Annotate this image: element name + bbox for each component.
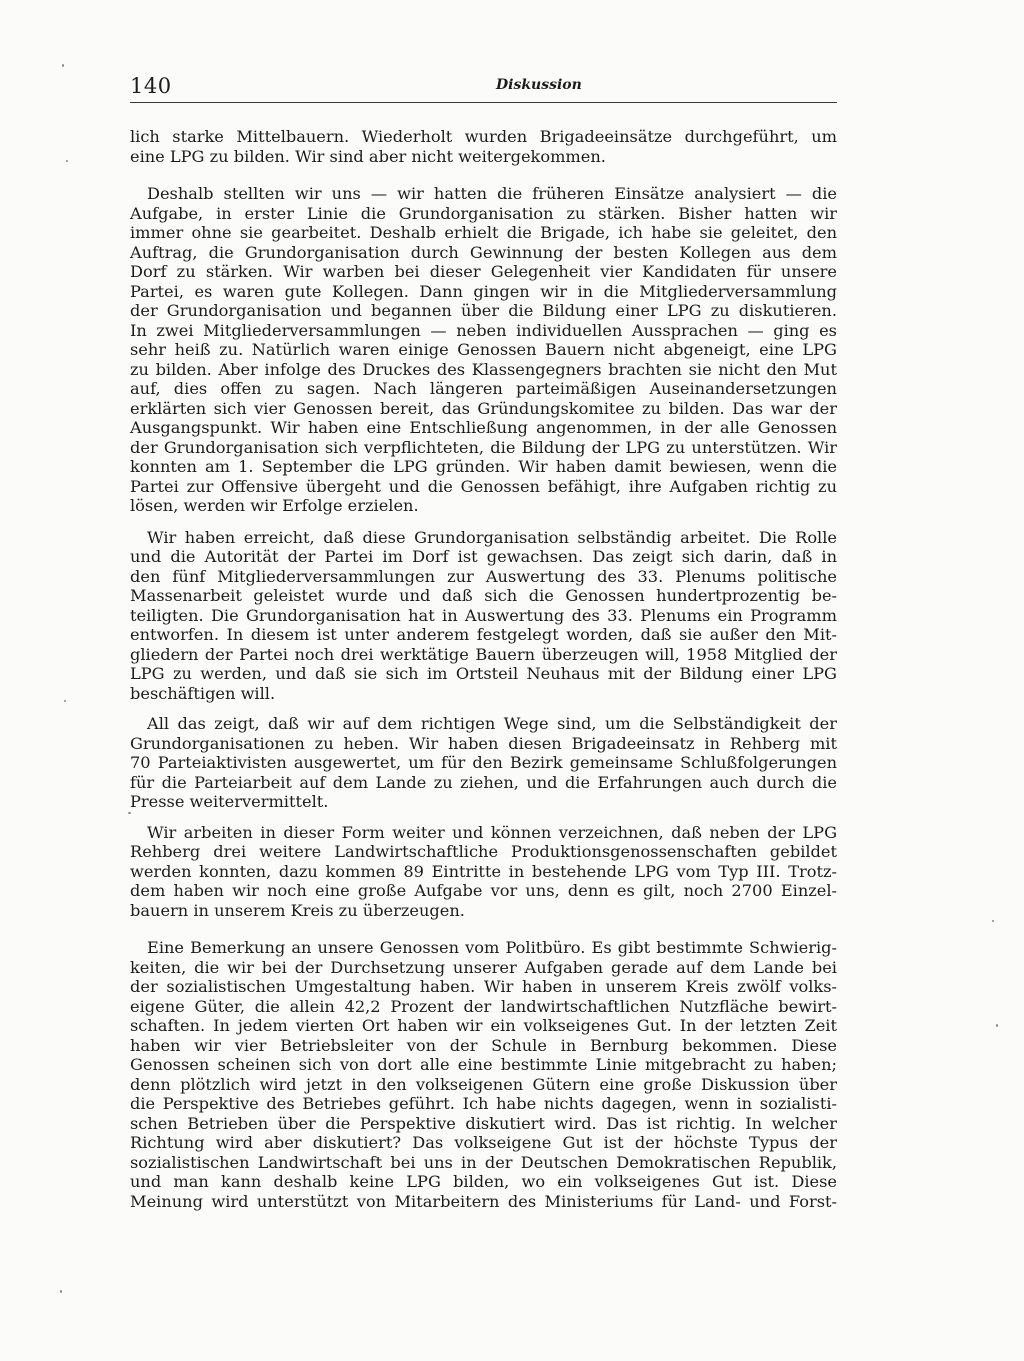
text-line: Wir haben erreicht, daß diese Grundorganisation selbständig arbeitet. Die Rolle [147,527,837,547]
text-line: Partei zur Offensive übergeht und die Genossen befähigt, ihre Aufgaben richtig zu [130,476,837,496]
paragraph [130,714,837,812]
scan-speck [992,920,994,922]
scan-speck [996,1024,998,1027]
text-line: sozialistischen Landwirtschaft bei uns in der Deutschen Demokratischen Republik, [130,1152,837,1172]
scan-speck [64,700,66,702]
paragraph [130,528,837,704]
text-line: konnten am 1. September die LPG gründen. Wir haben damit bewiesen, wenn die [130,457,837,476]
text-line: lösen, werden wir Erfolge erzielen. [130,496,419,515]
text-line: schen Betrieben über die Perspektive diskutiert wird. Das ist richtig. In welcher [130,1113,837,1133]
section-title: Diskussion [496,77,582,93]
paragraph [130,823,837,921]
text-line: Presse weitervermittelt. [130,792,329,811]
text-line: zu bilden. Aber infolge des Druckes des Klassengegners brachten sie nicht den Mut [130,359,837,379]
text-line: werden konnten, dazu kommen 89 Eintritte in bestehende LPG vom Typ III. Trotz- [130,861,837,881]
text-line: dem haben wir noch eine große Aufgabe vor uns, denn es gilt, noch 2700 Einzel- [130,881,837,900]
text-line: erklärten sich vier Genossen bereit, das Gründungskomitee zu bilden. Das war der [130,398,837,418]
text-line: Richtung wird aber diskutiert? Das volkseigene Gut ist der höchste Typus der [130,1133,837,1152]
text-line: All das zeigt, daß wir auf dem richtigen Wege sind, um die Selbständigkeit der [147,714,837,733]
text-line: eine LPG zu bilden. Wir sind aber nicht weitergekommen. [130,146,606,166]
text-line: Wir arbeiten in dieser Form weiter und können verzeichnen, daß neben der LPG [147,822,837,842]
text-line: teiligten. Die Grundorganisation hat in Auswertung des 33. Plenums ein Programm [130,605,837,625]
scan-speck [128,812,131,814]
text-line: LPG zu werden, und daß sie sich im Ortsteil Neuhaus mit der Bildung einer LPG [130,664,837,683]
text-line: keiten, die wir bei der Durchsetzung unserer Aufgaben gerade auf dem Lande bei [130,957,837,977]
text-line: Auftrag, die Grundorganisation durch Gewinnung der besten Kollegen aus dem [130,242,837,262]
text-line: In zwei Mitgliederversammlungen — neben individuellen Aussprachen — ging es [130,320,837,340]
text-line: immer ohne sie gearbeitet. Deshalb erhielt die Brigade, ich habe sie geleitet, den [130,223,837,242]
text-line: der Grundorganisation und begannen über die Bildung einer LPG zu diskutieren. [130,301,837,320]
scan-speck [60,1290,62,1293]
text-line: für die Parteiarbeit auf dem Lande zu ziehen, und die Erfahrungen auch durch die [130,772,837,792]
text-line: und die Autorität der Partei im Dorf ist gewachsen. Das zeigt sich darin, daß in [130,547,837,566]
text-line: haben wir vier Betriebsleiter von der Schule in Bernburg bekommen. Diese [130,1035,837,1055]
page-number: 140 [130,74,172,98]
paragraph [130,127,837,166]
text-line: Aufgabe, in erster Linie die Grundorganisation zu stärken. Bisher hatten wir [130,203,837,223]
running-head [130,72,837,103]
text-line: Massenarbeit geleistet wurde und daß sich die Genossen hundertprozentig be- [130,586,837,605]
text-line: Rehberg drei weitere Landwirtschaftliche Produktionsgenossenschaften gebildet [130,842,837,861]
scan-speck [62,64,64,67]
text-line: sehr heiß zu. Natürlich waren einige Genossen Bauern nicht abgeneigt, eine LPG [130,340,837,359]
text-line: Dorf zu stärken. Wir warben bei dieser Gelegenheit vier Kandidaten für unsere [130,262,837,281]
paragraph [130,938,837,1211]
paragraph [130,184,837,516]
text-line: Partei, es waren gute Kollegen. Dann gingen wir in die Mitgliederversammlung [130,281,837,301]
text-line: Ausgangspunkt. Wir haben eine Entschließung angenommen, in der alle Genossen [130,418,837,437]
text-line: gliedern der Partei noch drei werktätige Bauern überzeugen will, 1958 Mitglied der [130,644,837,664]
text-line: bauern in unserem Kreis zu überzeugen. [130,900,465,920]
text-line: und man kann deshalb keine LPG bilden, wo ein volkseigenes Gut ist. Diese [130,1172,837,1191]
text-line: der Grundorganisation sich verpflichteten, die Bildung der LPG zu unterstützen. Wir [130,437,837,457]
text-line: der sozialistischen Umgestaltung haben. Wir haben in unserem Kreis zwölf volks- [130,977,837,996]
scan-speck [66,160,68,162]
text-line: 70 Parteiaktivisten ausgewertet, um für den Bezirk gemeinsame Schlußfolgerungen [130,753,837,772]
body-text [130,127,837,1211]
text-line: eigene Güter, die allein 42,2 Prozent der landwirtschaftlichen Nutzfläche bewirt- [130,996,837,1016]
text-line: entworfen. In diesem ist unter anderem festgelegt worden, daß sie außer den Mit- [130,625,837,644]
text-line: Grundorganisationen zu heben. Wir haben diesen Brigadeeinsatz in Rehberg mit [130,733,837,753]
text-line: denn plötzlich wird jetzt in den volkseigenen Gütern eine große Diskussion über [130,1074,837,1094]
text-line: Meinung wird unterstützt von Mitarbeitern des Ministeriums für Land- und Forst- [130,1191,837,1211]
text-line: auf, dies offen zu sagen. Nach längeren parteimäßigen Auseinandersetzungen [130,379,837,398]
text-line: die Perspektive des Betriebes geführt. Ich habe nichts dagegen, wenn in sozialisti- [130,1094,837,1113]
text-line: den fünf Mitgliederversammlungen zur Auswertung des 33. Plenums politische [130,566,837,586]
text-line: beschäftigen will. [130,683,276,703]
text-line: schaften. In jedem vierten Ort haben wir ein volkseigenes Gut. In der letzten Zeit [130,1016,837,1035]
text-line: Deshalb stellten wir uns — wir hatten die früheren Einsätze analysiert — die [147,184,837,203]
text-line: Genossen scheinen sich von dort alle eine bestimmte Linie mitgebracht zu haben; [130,1055,837,1074]
text-line: lich starke Mittelbauern. Wiederholt wurden Brigadeeinsätze durchgeführt, um [130,127,837,146]
text-line: Eine Bemerkung an unsere Genossen vom Politbüro. Es gibt bestimmte Schwierig- [147,938,837,957]
